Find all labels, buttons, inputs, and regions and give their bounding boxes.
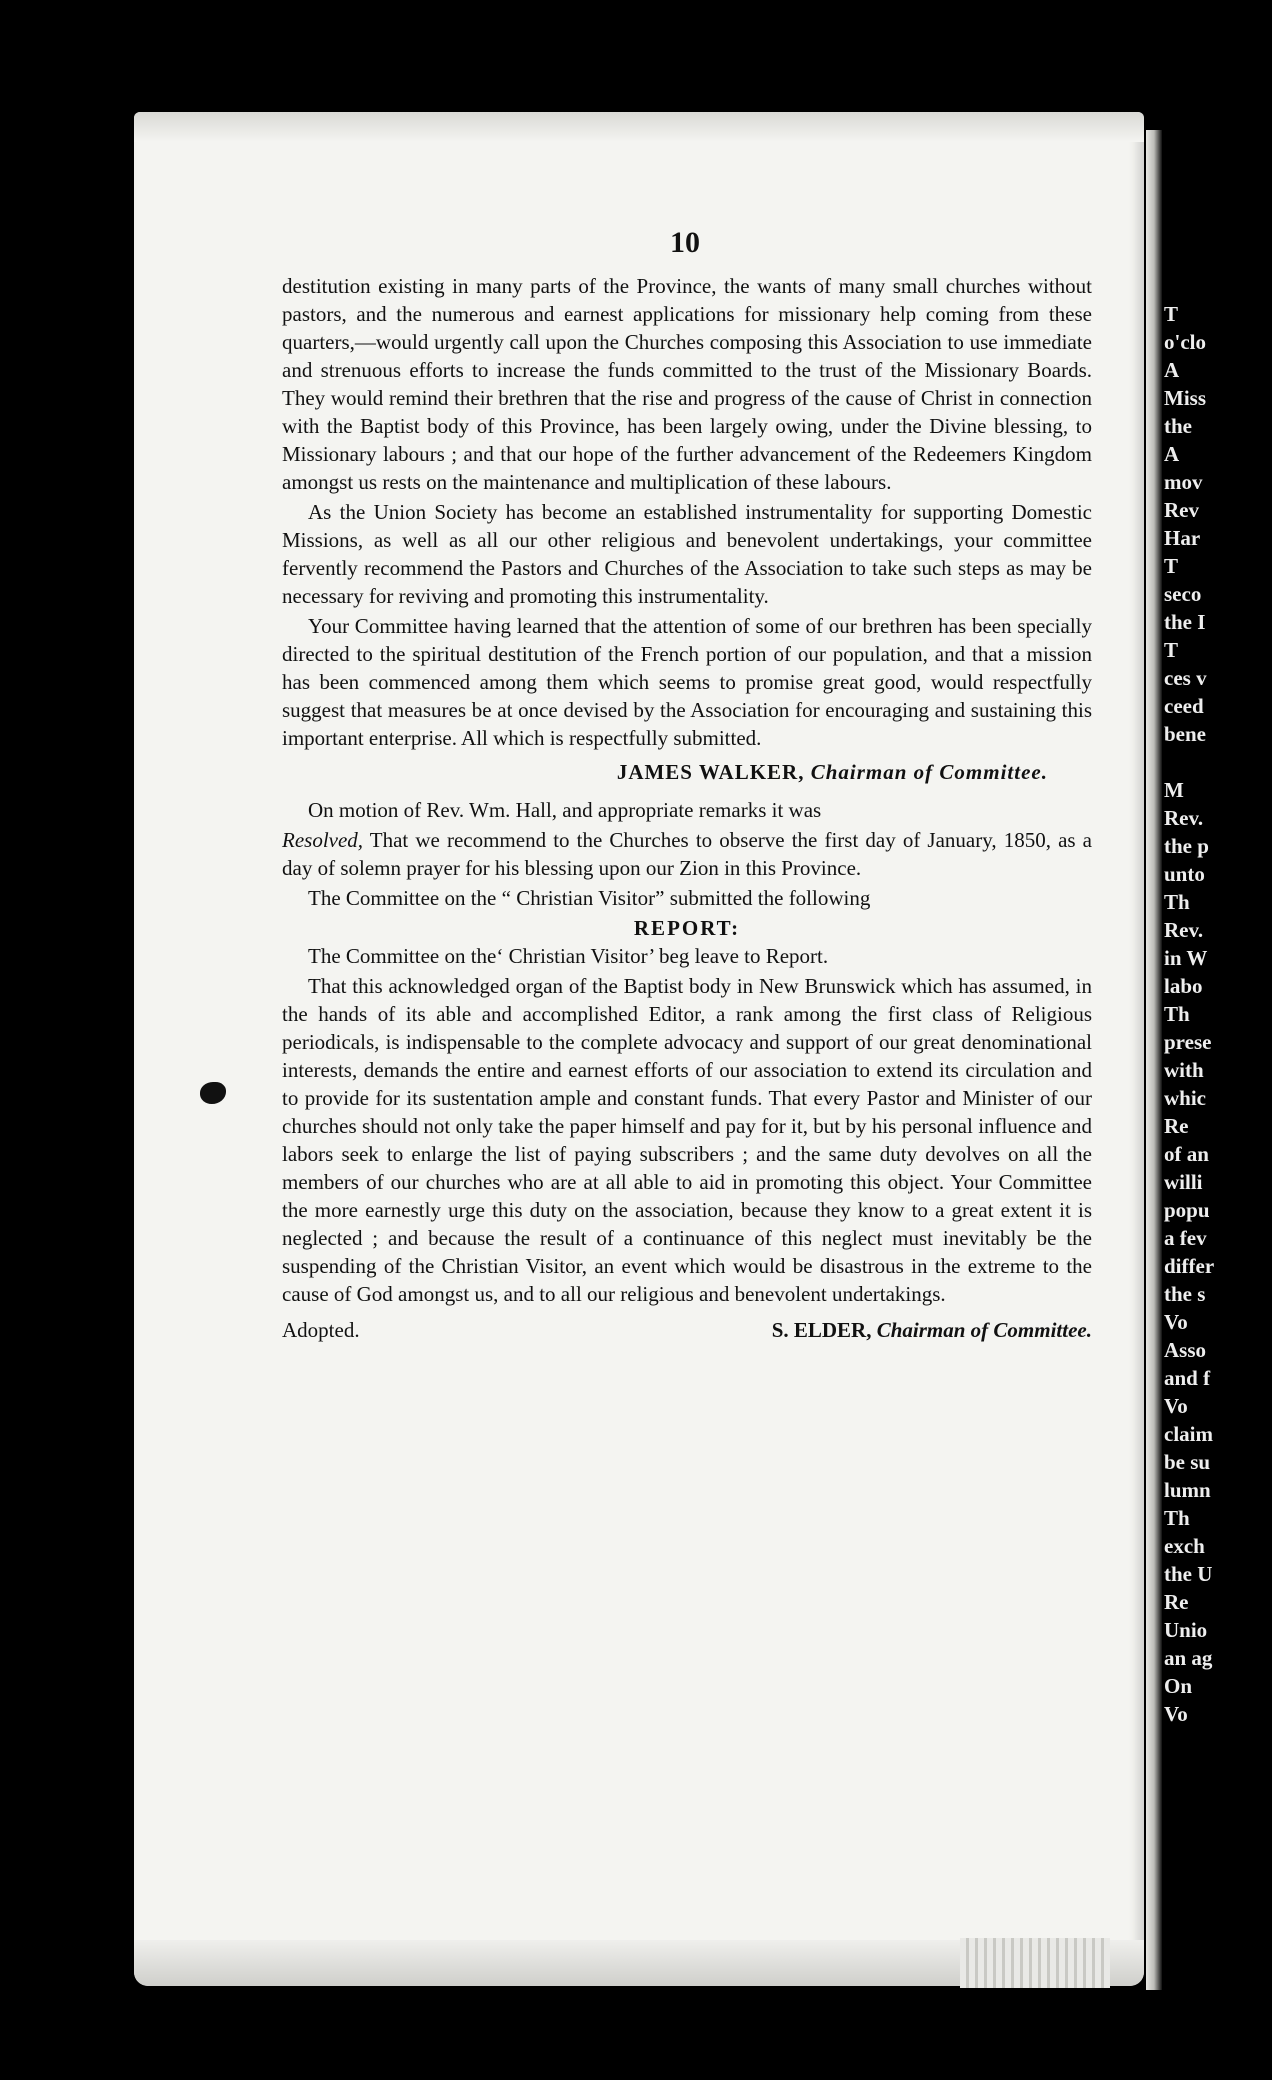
adjacent-fragment-line: prese bbox=[1164, 1030, 1212, 1054]
adjacent-fragment-line: Rev. bbox=[1164, 918, 1204, 942]
page-edge-shadow bbox=[134, 112, 1144, 142]
adjacent-fragment-line: Vo bbox=[1164, 1702, 1188, 1726]
adjacent-fragment-line: Re bbox=[1164, 1590, 1189, 1614]
report-heading: REPORT: bbox=[633, 916, 741, 940]
page-text-block bbox=[282, 272, 1092, 1344]
signature-name: JAMES WALKER, bbox=[616, 760, 805, 784]
adjacent-fragment-line: Har bbox=[1164, 526, 1201, 550]
paragraph-report-intro: The Committee on the‘ Christian Visitor’ beg leave to Report. bbox=[308, 944, 829, 968]
adjacent-fragment-line: a fev bbox=[1164, 1226, 1207, 1250]
adjacent-fragment-line: Rev bbox=[1164, 498, 1199, 522]
adjacent-fragment-line: differ bbox=[1164, 1254, 1215, 1278]
adjacent-fragment-line: the p bbox=[1164, 834, 1209, 858]
signature-name: S. ELDER, bbox=[771, 1318, 872, 1342]
adjacent-fragment-line: Asso bbox=[1164, 1338, 1207, 1362]
adjacent-fragment-line: an ag bbox=[1164, 1646, 1213, 1670]
adjacent-page-fragments bbox=[1164, 300, 1272, 1728]
adjacent-fragment-line: T bbox=[1164, 302, 1179, 326]
paragraph-union-society: As the Union Society has become an established instrumentality for supporting Domestic Missions, as well as all our other religious and benevolent undertakings, your committee fervently recommend the Pastors and Churches of the Association to take such steps as may be necessary for reviving and promoting this instrumentality. bbox=[282, 500, 1092, 608]
adopted-row bbox=[282, 1316, 1092, 1344]
book-spine bbox=[1146, 130, 1162, 1990]
adjacent-fragment-line: the I bbox=[1164, 610, 1206, 634]
adjacent-fragment-line: whic bbox=[1164, 1086, 1206, 1110]
adjacent-fragment-line: seco bbox=[1164, 582, 1202, 606]
adjacent-fragment-line: ceed bbox=[1164, 694, 1204, 718]
adjacent-fragment-line bbox=[1164, 748, 1272, 776]
adjacent-fragment-line: of an bbox=[1164, 1142, 1209, 1166]
adjacent-fragment-line: A bbox=[1164, 358, 1180, 382]
adjacent-fragment-line: Th bbox=[1164, 1506, 1190, 1530]
adjacent-fragment-line: lumn bbox=[1164, 1478, 1211, 1502]
adjacent-fragment-line: o'clo bbox=[1164, 330, 1206, 354]
adjacent-fragment-line: the bbox=[1164, 414, 1192, 438]
page-number: 10 bbox=[670, 226, 700, 259]
adjacent-fragment-line: in W bbox=[1164, 946, 1208, 970]
resolved-label: Resolved, bbox=[282, 828, 364, 852]
adjacent-fragment-line: A bbox=[1164, 442, 1180, 466]
signature-walker bbox=[282, 758, 1048, 786]
adjacent-fragment-line: Vo bbox=[1164, 1394, 1188, 1418]
adjacent-fragment-line: be su bbox=[1164, 1450, 1211, 1474]
paragraph-resolved bbox=[282, 826, 1092, 882]
torn-paper-scrap bbox=[960, 1938, 1110, 1988]
adjacent-fragment-line: Th bbox=[1164, 1002, 1190, 1026]
adjacent-fragment-line: Unio bbox=[1164, 1618, 1208, 1642]
adjacent-fragment-line: mov bbox=[1164, 470, 1203, 494]
adjacent-fragment-line: On bbox=[1164, 1674, 1193, 1698]
adjacent-fragment-line: the U bbox=[1164, 1562, 1213, 1586]
paragraph-report-body: That this acknowledged organ of the Baptist body in New Brunswick which has assumed, in the hands of its able and accomplished Editor, a rank among the first class of Religious periodicals, is indispensable to the complete advocacy and support of our great denominational interests, demands the entire and earnest efforts of our association to extend its circulation and to provide for its sustentation ample and constant funds. That every Pastor and Minister of our churches should not only take the paper himself and pay for it, but by his personal influence and labors seek to enlarge the list of paying subscribers ; and the same duty devolves on all the members of our churches who are at all able to aid in promoting this object. Your Committee the more earnestly urge this duty on the association, because they know to a great extent it is neglected ; and because the result of a continuance of this neglect must inevitably be the suspending of the Christian Visitor, an event which would be disastrous in the extreme to the cause of God amongst us, and to all our religious and benevolent undertakings. bbox=[282, 974, 1092, 1306]
adjacent-fragment-line: with bbox=[1164, 1058, 1204, 1082]
adjacent-fragment-line: Re bbox=[1164, 1114, 1189, 1138]
adjacent-fragment-line: the s bbox=[1164, 1282, 1206, 1306]
paragraph-french-mission: Your Committee having learned that the attention of some of our brethren has been specially directed to the spiritual destitution of the French portion of our population, and that a mission has been commenced among them which seems to promise great good, would respectfully suggest that measures be at once devised by the Association for encouraging and sustaining this important enterprise. All which is respectfully submitted. bbox=[282, 614, 1092, 750]
adjacent-fragment-line: exch bbox=[1164, 1534, 1205, 1558]
resolved-text: That we recommend to the Churches to observe the first day of January, 1850, as a day of solemn prayer for his blessing upon our Zion in this Province. bbox=[282, 828, 1093, 880]
adjacent-fragment-line: Miss bbox=[1164, 386, 1206, 410]
adjacent-fragment-line: Th bbox=[1164, 890, 1190, 914]
adjacent-fragment-line: bene bbox=[1164, 722, 1206, 746]
adopted-label: Adopted. bbox=[282, 1318, 360, 1342]
paragraph-committee-visitor: The Committee on the “ Christian Visitor” submitted the following bbox=[308, 886, 871, 910]
adjacent-fragment-line: M bbox=[1164, 778, 1184, 802]
adjacent-fragment-line: claim bbox=[1164, 1422, 1213, 1446]
adjacent-fragment-line: Vo bbox=[1164, 1310, 1188, 1334]
adjacent-fragment-line: T bbox=[1164, 638, 1179, 662]
signature-role: Chairman of Committee. bbox=[810, 760, 1048, 784]
adjacent-fragment-line: Rev. bbox=[1164, 806, 1204, 830]
adjacent-fragment-line: willi bbox=[1164, 1170, 1203, 1194]
adjacent-fragment-line: labo bbox=[1164, 974, 1203, 998]
paragraph-motion: On motion of Rev. Wm. Hall, and appropriate remarks it was bbox=[308, 798, 822, 822]
paragraph-destitution: destitution existing in many parts of the Province, the wants of many small churches without pastors, and the numerous and earnest applications for missionary help coming from these quarters,—would urgently call upon the Churches composing this Association to use immediate and strenuous efforts to increase the funds committed to the trust of the Missionary Boards. They would remind their brethren that the rise and progress of the cause of Christ in connection with the Baptist body of this Province, has been largely owing, under the Divine blessing, to Missionary labours ; and that our hope of the further advancement of the Redeemers Kingdom amongst us rests on the maintenance and multiplication of these labours. bbox=[282, 274, 1092, 494]
adjacent-fragment-line: and f bbox=[1164, 1366, 1211, 1390]
adjacent-fragment-line: unto bbox=[1164, 862, 1205, 886]
signature-role: Chairman of Committee. bbox=[876, 1318, 1092, 1342]
signature-elder bbox=[772, 1316, 1092, 1344]
adjacent-fragment-line: ces v bbox=[1164, 666, 1207, 690]
adjacent-fragment-line: T bbox=[1164, 554, 1179, 578]
adjacent-fragment-line: popu bbox=[1164, 1198, 1210, 1222]
